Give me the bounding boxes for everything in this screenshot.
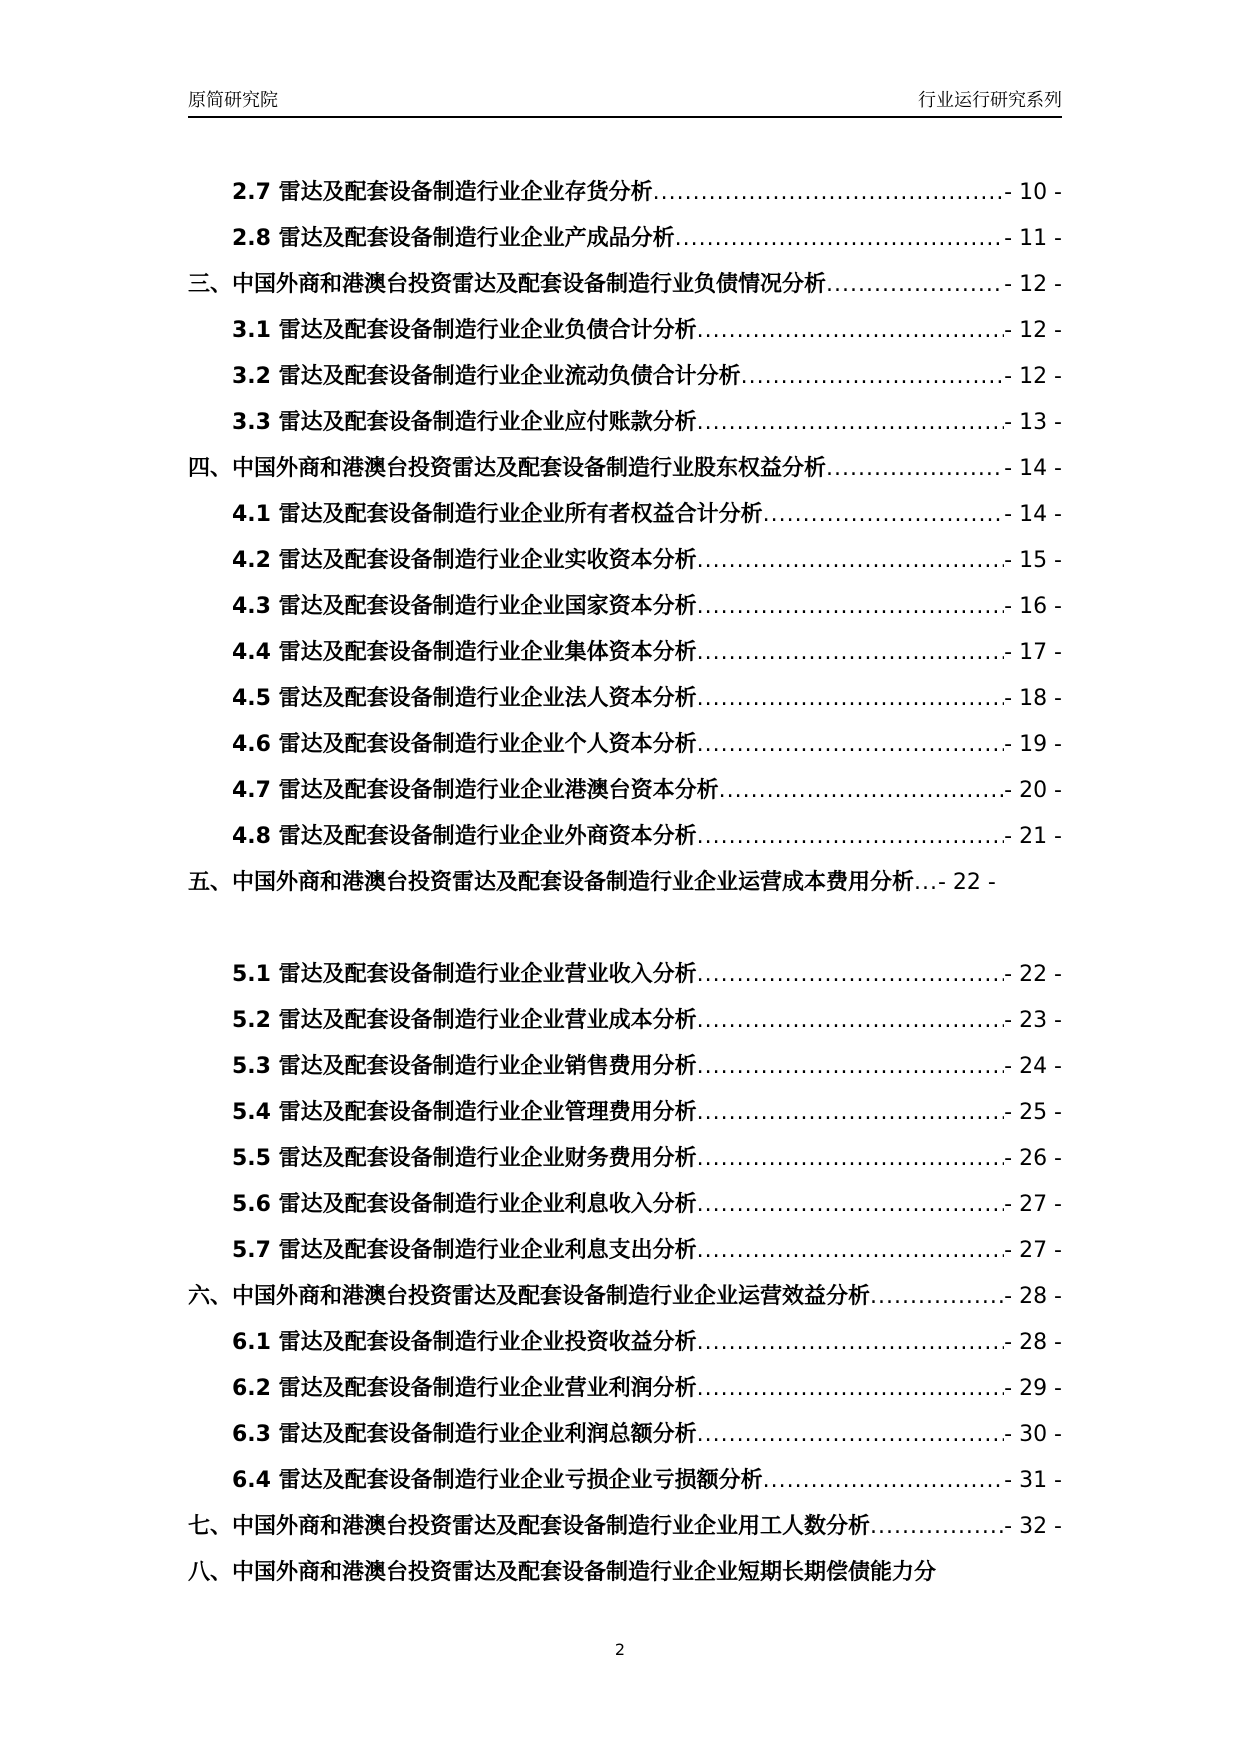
toc-entry-page: - 24 - [1004, 1054, 1062, 1079]
toc-dot-leader [697, 1228, 1005, 1274]
toc-entry-page: - 19 - [1004, 732, 1062, 757]
toc-entry-page: - 22 - [938, 870, 996, 895]
toc-entry-page: - 10 - [1004, 180, 1062, 205]
toc-entry-page: - 28 - [1004, 1284, 1062, 1309]
toc-entry[interactable] [188, 952, 1062, 998]
toc-entry-page: - 31 - [1004, 1468, 1062, 1493]
toc-dot-leader [675, 216, 1005, 262]
toc-entry[interactable] [188, 400, 1062, 446]
toc-entry-title: 3.1 雷达及配套设备制造行业企业负债合计分析 [232, 318, 697, 343]
toc-entry-page: - 16 - [1004, 594, 1062, 619]
toc-dot-leader [697, 952, 1005, 998]
toc-entry[interactable] [188, 216, 1062, 262]
toc-entry-page: - 32 - [1004, 1514, 1062, 1539]
toc-entry-title: 五、中国外商和港澳台投资雷达及配套设备制造行业企业运营成本费用分析 [188, 870, 915, 895]
toc-entry-page: - 14 - [1004, 502, 1062, 527]
toc-entry-page: - 14 - [1004, 456, 1062, 481]
toc-entry-title: 4.8 雷达及配套设备制造行业企业外商资本分析 [232, 824, 697, 849]
toc-entry[interactable] [188, 1182, 1062, 1228]
page-number: 2 [614, 1640, 626, 1659]
toc-entry[interactable] [188, 1044, 1062, 1090]
toc-dot-leader [697, 1136, 1005, 1182]
toc-dot-leader [697, 630, 1005, 676]
toc-entry-title: 四、中国外商和港澳台投资雷达及配套设备制造行业股东权益分析 [188, 456, 827, 481]
toc-dot-leader [697, 584, 1005, 630]
toc-dot-leader [763, 1458, 1005, 1504]
toc-entry[interactable] [188, 446, 1062, 492]
toc-entry-title: 三、中国外商和港澳台投资雷达及配套设备制造行业负债情况分析 [188, 272, 827, 297]
toc-dot-leader [697, 308, 1005, 354]
toc-entry-title: 6.4 雷达及配套设备制造行业企业亏损企业亏损额分析 [232, 1468, 763, 1493]
page-header [188, 86, 1062, 118]
toc-entry[interactable] [188, 676, 1062, 722]
toc-entry-page: - 27 - [1004, 1192, 1062, 1217]
toc-entry-page: - 15 - [1004, 548, 1062, 573]
toc-dot-leader [870, 1274, 1004, 1320]
toc-entry-page: - 30 - [1004, 1422, 1062, 1447]
toc-entry-page: - 18 - [1004, 686, 1062, 711]
toc-entry-page: - 12 - [1004, 364, 1062, 389]
toc-dot-leader [697, 998, 1005, 1044]
toc-dot-leader [697, 1044, 1005, 1090]
toc-entry[interactable] [188, 1090, 1062, 1136]
toc-entry-page: - 12 - [1004, 318, 1062, 343]
toc-dot-leader [697, 676, 1005, 722]
toc-entry-title: 2.8 雷达及配套设备制造行业企业产成品分析 [232, 226, 675, 251]
toc-entry-page: - 17 - [1004, 640, 1062, 665]
toc-entry-title: 4.5 雷达及配套设备制造行业企业法人资本分析 [232, 686, 697, 711]
toc-entry[interactable] [188, 768, 1062, 814]
table-of-contents [188, 170, 1062, 1596]
toc-entry[interactable] [188, 354, 1062, 400]
toc-dot-leader [697, 1182, 1005, 1228]
toc-dot-leader: ... [914, 870, 938, 895]
toc-entry-page: - 13 - [1004, 410, 1062, 435]
toc-entry[interactable] [188, 814, 1062, 860]
toc-dot-leader [826, 446, 1004, 492]
toc-entry-title: 5.3 雷达及配套设备制造行业企业销售费用分析 [232, 1054, 697, 1079]
toc-entry[interactable] [188, 1504, 1062, 1550]
toc-entry[interactable] [188, 584, 1062, 630]
toc-dot-leader [826, 262, 1004, 308]
toc-entry-title: 6.1 雷达及配套设备制造行业企业投资收益分析 [232, 1330, 697, 1355]
toc-dot-leader [697, 538, 1005, 584]
toc-dot-leader [763, 492, 1005, 538]
toc-entry-title: 4.2 雷达及配套设备制造行业企业实收资本分析 [232, 548, 697, 573]
toc-entry[interactable] [188, 860, 1062, 952]
toc-dot-leader [697, 1090, 1005, 1136]
toc-dot-leader [697, 400, 1005, 446]
toc-entry-title: 八、中国外商和港澳台投资雷达及配套设备制造行业企业短期长期偿债能力分 [188, 1560, 937, 1585]
toc-entry[interactable] [188, 170, 1062, 216]
toc-entry-page: - 26 - [1004, 1146, 1062, 1171]
toc-entry-title: 4.7 雷达及配套设备制造行业企业港澳台资本分析 [232, 778, 719, 803]
toc-entry-page: - 28 - [1004, 1330, 1062, 1355]
toc-entry-page: - 11 - [1004, 226, 1062, 251]
toc-entry-title: 六、中国外商和港澳台投资雷达及配套设备制造行业企业运营效益分析 [188, 1284, 871, 1309]
toc-entry[interactable] [188, 308, 1062, 354]
toc-dot-leader [697, 1412, 1005, 1458]
toc-dot-leader [870, 1504, 1004, 1550]
toc-dot-leader [697, 722, 1005, 768]
toc-entry[interactable] [188, 1320, 1062, 1366]
toc-entry-page: - 27 - [1004, 1238, 1062, 1263]
toc-entry-title: 5.5 雷达及配套设备制造行业企业财务费用分析 [232, 1146, 697, 1171]
toc-entry-title: 3.3 雷达及配套设备制造行业企业应付账款分析 [232, 410, 697, 435]
toc-entry[interactable] [188, 1366, 1062, 1412]
toc-entry[interactable] [188, 630, 1062, 676]
toc-entry-page: - 25 - [1004, 1100, 1062, 1125]
toc-entry-page: - 23 - [1004, 1008, 1062, 1033]
toc-dot-leader [741, 354, 1005, 400]
toc-entry[interactable] [188, 1412, 1062, 1458]
toc-entry[interactable] [188, 1228, 1062, 1274]
header-series-name: 行业运行研究系列 [918, 90, 1062, 111]
toc-dot-leader [697, 814, 1005, 860]
toc-entry-title: 4.6 雷达及配套设备制造行业企业个人资本分析 [232, 732, 697, 757]
toc-entry-title: 5.4 雷达及配套设备制造行业企业管理费用分析 [232, 1100, 697, 1125]
toc-entry-title: 5.2 雷达及配套设备制造行业企业营业成本分析 [232, 1008, 697, 1033]
toc-entry[interactable] [188, 722, 1062, 768]
toc-entry-title: 6.2 雷达及配套设备制造行业企业营业利润分析 [232, 1376, 697, 1401]
header-org-name: 原简研究院 [188, 90, 278, 111]
toc-entry-title: 3.2 雷达及配套设备制造行业企业流动负债合计分析 [232, 364, 741, 389]
toc-entry-title: 4.4 雷达及配套设备制造行业企业集体资本分析 [232, 640, 697, 665]
toc-entry-title: 5.7 雷达及配套设备制造行业企业利息支出分析 [232, 1238, 697, 1263]
toc-entry-title: 5.1 雷达及配套设备制造行业企业营业收入分析 [232, 962, 697, 987]
toc-dot-leader [719, 768, 1005, 814]
toc-entry[interactable] [188, 1550, 1062, 1596]
toc-entry-page: - 20 - [1004, 778, 1062, 803]
toc-dot-leader [697, 1366, 1005, 1412]
toc-entry[interactable] [188, 538, 1062, 584]
toc-entry-page: - 21 - [1004, 824, 1062, 849]
toc-entry-title: 4.3 雷达及配套设备制造行业企业国家资本分析 [232, 594, 697, 619]
toc-entry-title: 5.6 雷达及配套设备制造行业企业利息收入分析 [232, 1192, 697, 1217]
toc-dot-leader [653, 170, 1005, 216]
toc-entry[interactable] [188, 262, 1062, 308]
toc-dot-leader [697, 1320, 1005, 1366]
toc-entry[interactable] [188, 998, 1062, 1044]
toc-entry[interactable] [188, 1458, 1062, 1504]
toc-entry-page: - 22 - [1004, 962, 1062, 987]
toc-entry-title: 2.7 雷达及配套设备制造行业企业存货分析 [232, 180, 653, 205]
toc-entry[interactable] [188, 492, 1062, 538]
toc-entry-page: - 12 - [1004, 272, 1062, 297]
toc-entry-page: - 29 - [1004, 1376, 1062, 1401]
toc-entry-title: 6.3 雷达及配套设备制造行业企业利润总额分析 [232, 1422, 697, 1447]
toc-entry[interactable] [188, 1136, 1062, 1182]
toc-entry-title: 七、中国外商和港澳台投资雷达及配套设备制造行业企业用工人数分析 [188, 1514, 871, 1539]
toc-entry-title: 4.1 雷达及配套设备制造行业企业所有者权益合计分析 [232, 502, 763, 527]
toc-entry[interactable] [188, 1274, 1062, 1320]
